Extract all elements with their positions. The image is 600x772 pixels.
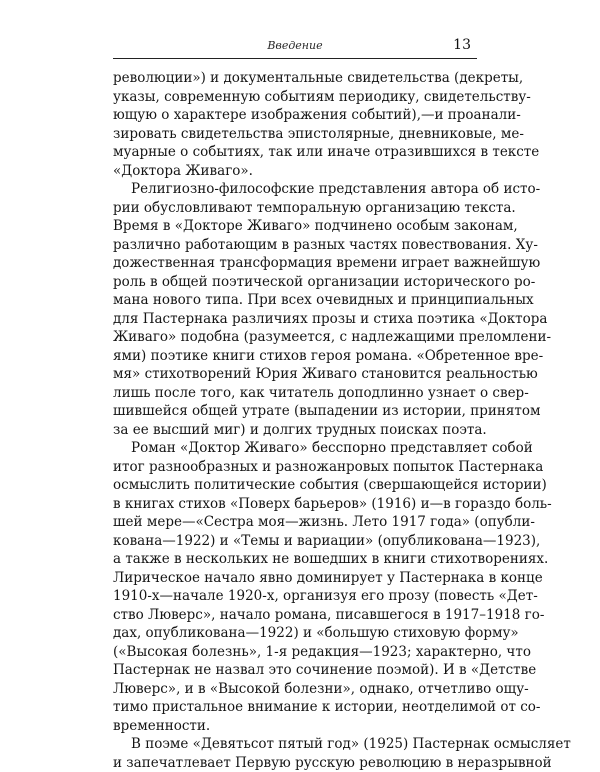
text-line: Живаго» подобна (разумеется, с надлежащими преломлени- [113,328,477,347]
text-line: роль в общей поэтической организации исторического ро- [113,273,477,292]
text-line: муарные о событиях, так или иначе отразившихся в тексте [113,143,477,162]
text-line: зировать свидетельства эпистолярные, дневниковые, ме- [113,125,477,144]
text-line: а также в нескольких не вошедших в книги стихотворениях. [113,550,477,569]
text-line: ющую о характере изображения событий),—и проанали- [113,106,477,125]
text-line: Время в «Докторе Живаго» подчинено особым законам, [113,217,477,236]
text-line: рии обусловливают темпоральную организацию текста. [113,199,477,218]
text-line: («Высокая болезнь», 1-я редакция—1923; характерно, что [113,643,477,662]
text-line: в книгах стихов «Поверх барьеров» (1916) и—в гораздо боль- [113,495,477,514]
text-line: мя» стихотворений Юрия Живаго становится реальностью [113,365,477,384]
text-line: В поэме «Девятьсот пятый год» (1925) Пастернак осмысляет [113,735,477,754]
text-line: ство Люверс», начало романа, писавшегося в 1917–1918 го- [113,606,477,625]
text-line: дах, опубликована—1922) и «большую стиховую форму» [113,624,477,643]
running-title: Введение [113,39,477,52]
text-line: ями) поэтике книги стихов героя романа. «Обретенное вре- [113,347,477,366]
body-text [113,69,477,772]
page-number: 13 [453,37,471,53]
text-line: Люверс», и в «Высокой болезни», однако, отчетливо ощу- [113,680,477,699]
text-line: дожественная трансформация времени играет важнейшую [113,254,477,273]
text-line: итог разнообразных и разножанровых попыток Пастернака [113,458,477,477]
text-line: Пастернак не назвал это сочинение поэмой). И в «Детстве [113,661,477,680]
text-line: кована—1922) и «Темы и вариации» (опубликована—1923), [113,532,477,551]
text-line: 1910-х—начале 1920-х, организуя его прозу (повесть «Дет- [113,587,477,606]
text-line: для Пастернака различиях прозы и стиха поэтика «Доктора [113,310,477,329]
text-line: революции») и документальные свидетельства (декреты, [113,69,477,88]
text-line: Религиозно-философские представления автора об исто- [113,180,477,199]
text-line: лишь после того, как читатель доподлинно узнает о свер- [113,384,477,403]
text-line: шей мере—«Сестра моя—жизнь. Лето 1917 года» (опубли- [113,513,477,532]
text-line: мана нового типа. При всех очевидных и принципиальных [113,291,477,310]
text-line: Лирическое начало явно доминирует у Пастернака в конце [113,569,477,588]
text-line: различно работающим в разных частях повествования. Ху- [113,236,477,255]
text-line: и запечатлевает Первую русскую революцию в неразрывной [113,754,477,772]
text-line: временности. [113,717,477,736]
text-line: указы, современную событиям периодику, свидетельству- [113,88,477,107]
text-line: тимо пристальное внимание к истории, неотделимой от со- [113,698,477,717]
running-head [113,34,477,59]
text-line: Роман «Доктор Живаго» бесспорно представляет собой [113,439,477,458]
text-line: за ее высший миг) и долгих трудных поисках поэта. [113,421,477,440]
text-line: «Доктора Живаго». [113,162,477,181]
text-line: шившейся общей утрате (выпадении из истории, принятом [113,402,477,421]
text-line: осмыслить политические события (свершающейся истории) [113,476,477,495]
